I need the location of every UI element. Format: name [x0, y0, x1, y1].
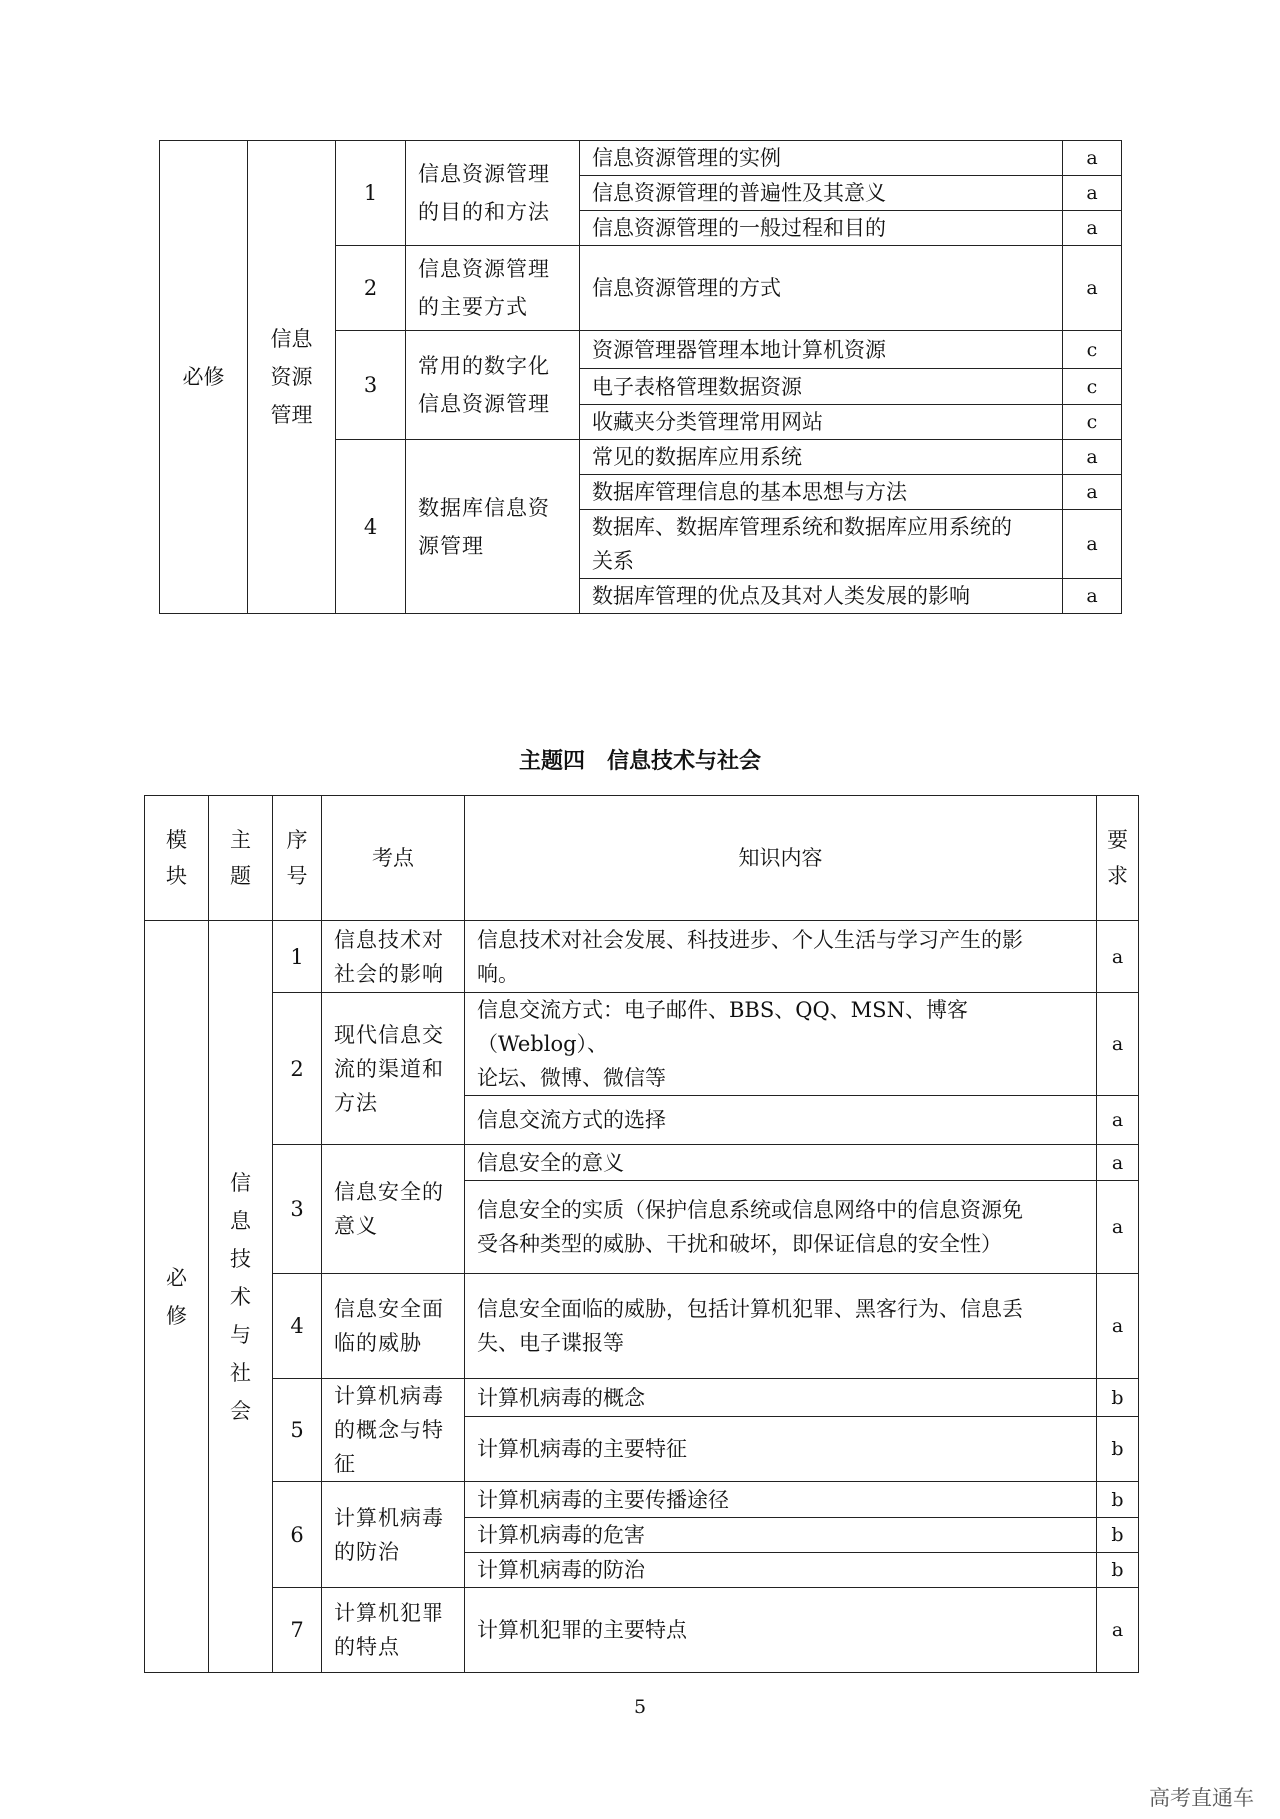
page-number: 5	[633, 1696, 647, 1718]
knowledge-content: 信息资源管理的实例	[580, 141, 1063, 176]
exam-point: 信息资源管理 的主要方式	[406, 246, 580, 331]
module-cell: 必 修	[145, 921, 209, 1673]
row-number: 2	[336, 246, 406, 331]
row-number: 2	[273, 993, 322, 1145]
knowledge-content: 收藏夹分类管理常用网站	[580, 405, 1063, 440]
requirement-level: b	[1097, 1518, 1139, 1553]
requirement-level: a	[1063, 141, 1122, 176]
exam-point: 现代信息交 流的渠道和 方法	[322, 993, 465, 1145]
knowledge-content: 资源管理器管理本地计算机资源	[580, 331, 1063, 369]
exam-point: 计算机犯罪 的特点	[322, 1588, 465, 1673]
topic-cell	[248, 141, 336, 614]
topic-line: 资源	[270, 365, 313, 389]
requirement-level: a	[1097, 921, 1139, 993]
header-knowledge-content: 知识内容	[465, 796, 1097, 921]
knowledge-content: 信息技术对社会发展、科技进步、个人生活与学习产生的影 响。	[465, 921, 1097, 993]
requirement-level: c	[1063, 369, 1122, 405]
section-title: 主题四 信息技术与社会	[518, 749, 761, 774]
requirement-level: a	[1097, 1096, 1139, 1145]
table-information-resource-management	[159, 140, 1122, 614]
header-requirement: 要 求	[1097, 796, 1139, 921]
exam-point: 计算机病毒 的防治	[322, 1482, 465, 1588]
requirement-level: a	[1097, 1181, 1139, 1274]
requirement-level: a	[1097, 1145, 1139, 1181]
requirement-level: a	[1063, 579, 1122, 614]
row-number: 5	[273, 1379, 322, 1482]
requirement-level: a	[1097, 1588, 1139, 1673]
header-module: 模 块	[145, 796, 209, 921]
requirement-level: a	[1063, 176, 1122, 211]
row-number: 3	[336, 331, 406, 440]
requirement-level: a	[1063, 440, 1122, 475]
knowledge-content: 计算机病毒的主要特征	[465, 1417, 1097, 1482]
row-number: 1	[273, 921, 322, 993]
exam-point: 信息安全面 临的威胁	[322, 1274, 465, 1379]
knowledge-content: 数据库管理信息的基本思想与方法	[580, 475, 1063, 510]
knowledge-content: 计算机病毒的主要传播途径	[465, 1482, 1097, 1518]
knowledge-content: 信息交流方式：电子邮件、BBS、QQ、MSN、博客（Weblog）、 论坛、微博、微信等	[465, 993, 1097, 1096]
knowledge-content: 信息资源管理的一般过程和目的	[580, 211, 1063, 246]
row-number: 3	[273, 1145, 322, 1274]
knowledge-content: 常见的数据库应用系统	[580, 440, 1063, 475]
requirement-level: a	[1063, 246, 1122, 331]
exam-point: 常用的数字化 信息资源管理	[406, 331, 580, 440]
header-number: 序 号	[273, 796, 322, 921]
row-number: 6	[273, 1482, 322, 1588]
topic-line: 管理	[270, 403, 313, 427]
module-cell: 必修	[160, 141, 248, 614]
knowledge-content: 电子表格管理数据资源	[580, 369, 1063, 405]
exam-point: 数据库信息资 源管理	[406, 440, 580, 614]
requirement-level: b	[1097, 1553, 1139, 1588]
requirement-level: b	[1097, 1379, 1139, 1417]
knowledge-content: 信息安全的实质（保护信息系统或信息网络中的信息资源免 受各种类型的威胁、干扰和破坏，即保证信息的安全性）	[465, 1181, 1097, 1274]
knowledge-content: 信息安全面临的威胁，包括计算机犯罪、黑客行为、信息丢 失、电子谍报等	[465, 1274, 1097, 1379]
requirement-level: b	[1097, 1482, 1139, 1518]
requirement-level: a	[1063, 510, 1122, 579]
requirement-level: a	[1063, 475, 1122, 510]
knowledge-content: 计算机病毒的防治	[465, 1553, 1097, 1588]
table-information-technology-and-society	[144, 795, 1139, 1673]
topic-line: 信息	[270, 327, 313, 351]
topic-cell: 信 息 技 术 与 社 会	[209, 921, 273, 1673]
knowledge-content: 计算机病毒的危害	[465, 1518, 1097, 1553]
requirement-level: a	[1097, 993, 1139, 1096]
exam-point: 计算机病毒 的概念与特 征	[322, 1379, 465, 1482]
knowledge-content: 计算机犯罪的主要特点	[465, 1588, 1097, 1673]
row-number: 7	[273, 1588, 322, 1673]
exam-point: 信息资源管理 的目的和方法	[406, 141, 580, 246]
knowledge-content: 信息资源管理的普遍性及其意义	[580, 176, 1063, 211]
watermark: 高考直通车	[1149, 1786, 1254, 1810]
requirement-level: a	[1097, 1274, 1139, 1379]
knowledge-content: 计算机病毒的概念	[465, 1379, 1097, 1417]
requirement-level: b	[1097, 1417, 1139, 1482]
knowledge-content: 信息安全的意义	[465, 1145, 1097, 1181]
row-number: 1	[336, 141, 406, 246]
row-number: 4	[336, 440, 406, 614]
knowledge-content: 信息资源管理的方式	[580, 246, 1063, 331]
requirement-level: c	[1063, 405, 1122, 440]
requirement-level: a	[1063, 211, 1122, 246]
knowledge-content: 信息交流方式的选择	[465, 1096, 1097, 1145]
requirement-level: c	[1063, 331, 1122, 369]
exam-point: 信息技术对 社会的影响	[322, 921, 465, 993]
row-number: 4	[273, 1274, 322, 1379]
exam-point: 信息安全的 意义	[322, 1145, 465, 1274]
knowledge-content: 数据库管理的优点及其对人类发展的影响	[580, 579, 1063, 614]
knowledge-content: 数据库、数据库管理系统和数据库应用系统的 关系	[580, 510, 1063, 579]
header-topic: 主 题	[209, 796, 273, 921]
header-exam-point: 考点	[322, 796, 465, 921]
